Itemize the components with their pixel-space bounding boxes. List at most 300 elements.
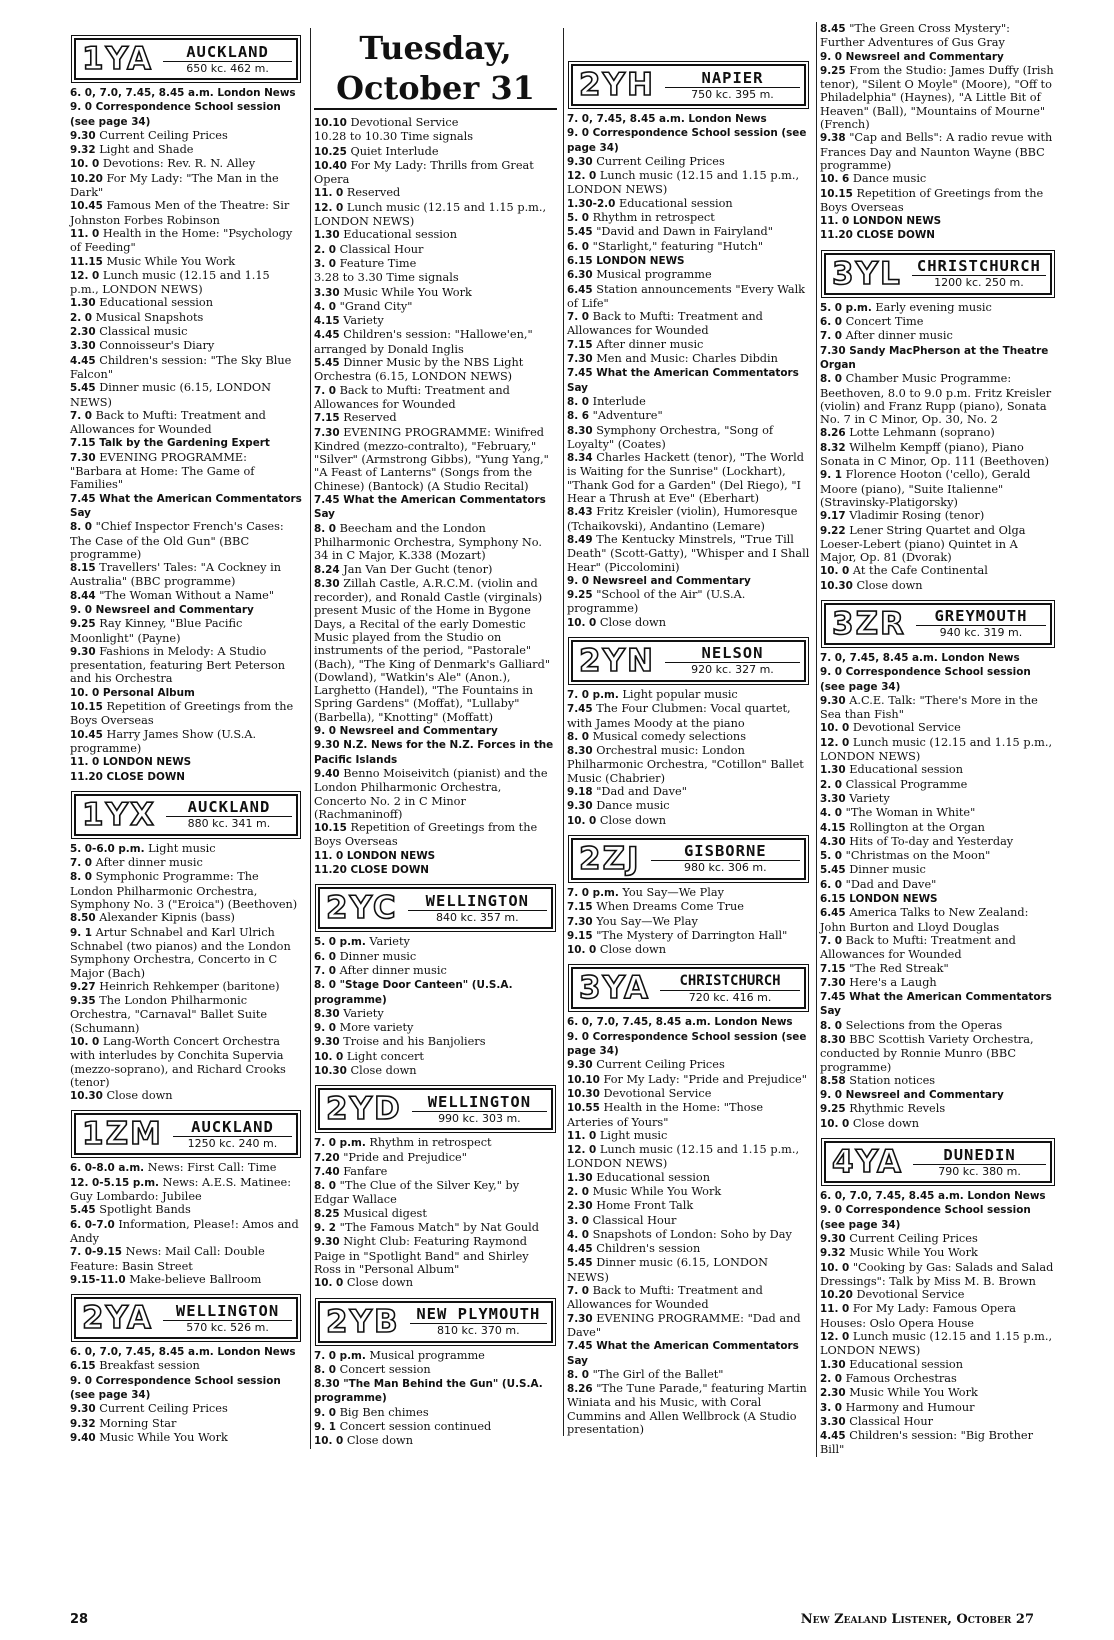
schedule-entry xyxy=(70,409,302,437)
entry-text: Dinner music (6.15, LONDON NEWS) xyxy=(70,381,272,409)
schedule-entry xyxy=(567,155,810,169)
schedule-entry xyxy=(820,329,1056,343)
entry-text: LONDON NEWS xyxy=(346,849,436,862)
station-callsign: 2YH xyxy=(579,67,655,103)
station-callsign: 1ZM xyxy=(82,1116,163,1153)
entry-text: "The Girl of the Ballet" xyxy=(592,1367,724,1381)
entry-text: Children's session: "Big Brother Bill" xyxy=(820,1429,1033,1457)
entry-time: 10. 6 xyxy=(820,173,850,186)
entry-time: 8.32 xyxy=(820,441,846,454)
schedule-entry xyxy=(314,964,557,978)
entry-text: Reserved xyxy=(346,186,401,200)
entry-text: Educational session xyxy=(343,228,457,242)
schedule-entry xyxy=(314,577,557,724)
schedule-entry xyxy=(567,688,810,702)
schedule-entry xyxy=(567,1339,810,1368)
entry-time: 1.30-2.0 xyxy=(567,197,616,210)
entry-time: 9.32 xyxy=(70,1417,96,1430)
entry-text: Close down xyxy=(346,1276,413,1290)
schedule-entry xyxy=(314,1007,557,1021)
entry-text: Sandy MacPherson at the Theatre Organ xyxy=(820,344,1049,371)
station-city: NEW PLYMOUTH xyxy=(416,1305,541,1324)
entry-text: Reserved xyxy=(343,411,397,425)
entry-time: 6. 0, 7.0, 7.45, 8.45 a.m. xyxy=(70,87,214,99)
entry-time: 2. 0 xyxy=(820,1372,843,1385)
entry-text: The Kentucky Minstrels, "True Till Death" (Scott-Gatty), "Whisper and I Shall Hear" (Piccolomini) xyxy=(567,532,810,574)
entry-text: America Talks to New Zealand: John Burton and Lloyd Douglas xyxy=(820,906,1029,934)
station-city: GREYMOUTH xyxy=(934,607,1028,626)
entry-text: Current Ceiling Prices xyxy=(849,1231,978,1245)
entry-text: When Dreams Come True xyxy=(596,900,744,914)
entry-text: Current Ceiling Prices xyxy=(596,154,725,168)
schedule-3zr xyxy=(820,651,1056,1131)
schedule-1yx xyxy=(70,842,302,1104)
entry-time: 7. 0 xyxy=(70,409,93,422)
entry-text: Breakfast session xyxy=(99,1359,200,1373)
schedule-entry xyxy=(70,770,302,784)
schedule-entry xyxy=(70,728,302,756)
entry-text: News: A.E.S. Matinee: Guy Lombardo: Jubilee xyxy=(70,1175,292,1204)
entry-time: 10.30 xyxy=(70,1090,103,1103)
entry-text: Rhythmic Revels xyxy=(849,1102,946,1116)
schedule-1zm xyxy=(70,1161,302,1287)
entry-time: 4.45 xyxy=(567,1243,593,1256)
schedule-entry xyxy=(567,886,810,900)
entry-time: 7. 0 p.m. xyxy=(567,688,619,701)
entry-text: London News xyxy=(941,651,1020,664)
schedule-entry xyxy=(820,1386,1056,1400)
entry-time: 6. 0 xyxy=(820,878,843,891)
entry-text: EVENING PROGRAMME: "Barbara at Home: The Game of Families" xyxy=(70,450,255,492)
entry-time: 9. 0 xyxy=(70,1374,93,1387)
entry-text: Music While You Work xyxy=(849,1246,978,1260)
entry-text: Make-believe Ballroom xyxy=(129,1272,262,1286)
entry-text: LONDON NEWS xyxy=(852,215,942,228)
entry-time: 5.45 xyxy=(820,864,846,877)
schedule-entry xyxy=(567,533,810,574)
entry-time: 11. 0 xyxy=(314,187,344,200)
schedule-entry xyxy=(314,356,557,384)
schedule-entry xyxy=(314,1420,557,1434)
entry-time: 9.30 xyxy=(567,1059,593,1072)
entry-text: For My Lady: "Pride and Prejudice" xyxy=(603,1072,807,1086)
entry-time: 8.30 xyxy=(314,1007,340,1020)
schedule-2yd xyxy=(314,1136,557,1290)
schedule-entry xyxy=(820,892,1056,906)
entry-text: Concert session xyxy=(339,1362,431,1376)
entry-time: 2. 0 xyxy=(567,1186,590,1198)
schedule-entry xyxy=(314,1050,557,1064)
entry-time: 9. 0 xyxy=(567,127,590,140)
station-city: NAPIER xyxy=(701,68,764,87)
entry-text: Close down xyxy=(599,943,666,957)
schedule-entry xyxy=(314,563,557,577)
schedule-entry xyxy=(820,50,1056,64)
schedule-entry xyxy=(820,694,1056,722)
station-callsign: 2YN xyxy=(579,642,655,679)
entry-text: Station notices xyxy=(849,1073,936,1087)
schedule-entry xyxy=(820,736,1056,764)
entry-time: 10. 0 xyxy=(70,158,100,171)
entry-text: "The Famous Match" by Nat Gould xyxy=(339,1221,540,1235)
schedule-entry xyxy=(70,603,302,617)
schedule-entry xyxy=(567,1171,810,1185)
entry-time: 10.15 xyxy=(314,822,347,835)
entry-time: 2.30 xyxy=(820,1387,846,1400)
entry-text: Classical Hour xyxy=(592,1213,677,1227)
schedule-entry xyxy=(70,980,302,994)
entry-text: At the Cafe Continental xyxy=(852,564,988,578)
entry-time: 4. 0 xyxy=(820,807,843,820)
entry-text: Troise and his Banjoliers xyxy=(343,1035,486,1049)
entry-text: Ray Kinney, "Blue Pacific Moonlight" (Payne) xyxy=(70,617,243,645)
schedule-entry xyxy=(567,366,810,395)
entry-time: 1.30 xyxy=(567,1171,593,1184)
schedule-2yc xyxy=(314,935,557,1078)
schedule-entry xyxy=(314,1151,557,1165)
schedule-entry xyxy=(70,157,302,171)
entry-time: 8. 0 xyxy=(820,373,843,386)
entry-time: 10. 0 xyxy=(567,944,597,957)
entry-time: 11. 0 xyxy=(820,215,850,228)
station-city: WELLINGTON xyxy=(175,1301,280,1320)
station-callsign: 3YA xyxy=(579,970,651,1007)
schedule-entry xyxy=(820,990,1056,1019)
schedule-entry xyxy=(820,849,1056,863)
station-city: AUCKLAND xyxy=(191,1117,274,1136)
schedule-entry xyxy=(820,878,1056,892)
entry-time: 3. 0 xyxy=(820,1401,843,1414)
schedule-entry xyxy=(314,1349,557,1363)
entry-time: 7.30 xyxy=(314,426,340,439)
schedule-entry xyxy=(820,763,1056,777)
station-callsign: 1YX xyxy=(82,796,156,833)
entry-text: Repetition of Greetings from the Boys Overseas xyxy=(820,186,1044,214)
schedule-entry xyxy=(567,268,810,282)
entry-time: 8. 0 xyxy=(567,1368,590,1381)
station-callsign: 4YA xyxy=(832,1144,904,1181)
column-1 xyxy=(70,28,302,1445)
entry-time: 9. 0 xyxy=(314,1406,337,1419)
entry-time: 7.30 xyxy=(567,1312,593,1325)
entry-time: 2.30 xyxy=(567,1200,593,1213)
entry-time: 8.30 xyxy=(567,745,593,758)
schedule-entry xyxy=(70,227,302,255)
schedule-entry xyxy=(70,686,302,700)
station-frequency: 720 kc. 416 m. xyxy=(660,990,800,1005)
schedule-entry xyxy=(820,441,1056,469)
entry-text: Musical comedy selections xyxy=(592,729,747,743)
entry-time: 9.30 xyxy=(314,1236,340,1249)
entry-text: Feature Time xyxy=(339,256,417,270)
entry-text: More variety xyxy=(339,1021,414,1035)
entry-text: Artur Schnabel and Karl Ulrich Schnabel (two pianos) and the London Symphony Orchestra, Concerto in C Major (Bach) xyxy=(70,925,291,980)
schedule-1ya xyxy=(70,86,302,784)
entry-time: 10.25 xyxy=(314,145,347,158)
entry-text: Charles Hackett (tenor), "The World is Waiting for the Sunrise" (Lockhart), "Thank God for a Garden" (Del Riego), "I Hear a Thrush at Eve" (Eberhart) xyxy=(567,451,804,506)
schedule-entry xyxy=(70,129,302,143)
entry-text: Big Ben chimes xyxy=(339,1405,429,1419)
entry-text: Correspondence School session (see page 34) xyxy=(70,101,281,128)
entry-time: 4.45 xyxy=(70,354,96,367)
entry-time: 7.15 xyxy=(567,901,593,914)
entry-time: 9. 0 xyxy=(820,1204,843,1217)
schedule-entry xyxy=(567,785,810,799)
entry-text: Musical programme xyxy=(369,1348,485,1362)
entry-time: 1.30 xyxy=(820,1358,846,1371)
entry-time: 7. 0 xyxy=(314,384,337,397)
entry-text: News: Mail Call: Double Feature: Basin Street xyxy=(70,1245,265,1273)
entry-text: "David and Dawn in Fairyland" xyxy=(596,225,773,239)
entry-text: Morning Star xyxy=(99,1416,177,1430)
entry-text: Lunch music (12.15 and 1.15 p.m., LONDON NEWS) xyxy=(820,1330,1053,1358)
entry-time: 10. 0 xyxy=(70,1036,100,1048)
schedule-entry xyxy=(314,863,557,877)
entry-text: Station announcements "Every Walk of Life" xyxy=(567,282,806,310)
entry-text: Travellers' Tales: "A Cockney in Australia" (BBC programme) xyxy=(70,561,282,589)
entry-text: Devotions: Rev. R. N. Alley xyxy=(102,157,256,171)
entry-text: Music While You Work xyxy=(99,1430,228,1444)
entry-text: Here's a Laugh xyxy=(849,975,937,989)
schedule-entry xyxy=(314,1064,557,1078)
schedule-entry xyxy=(567,1073,810,1087)
entry-text: Children's session: "Hallowe'en," arranged by Donald Inglis xyxy=(314,328,533,356)
entry-text: EVENING PROGRAMME: Winifred Kindred (mezzo-contralto), "February," "Silver" (Armstrong Gibbs), "Yung Yang," "A Feast of Lanterns" (Songs from the Chinese) (Bantock) (A Studio Recital) xyxy=(314,425,549,493)
entry-text: Children's session: "The Sky Blue Falcon" xyxy=(70,353,292,381)
entry-time: 7.45 xyxy=(820,991,846,1004)
entry-text: Lunch music (12.15 and 1.15 p.m., LONDON NEWS) xyxy=(820,735,1053,764)
entry-text: Variety xyxy=(369,935,410,949)
entry-time: 7. 0 p.m. xyxy=(567,886,619,899)
entry-time: 5.45 xyxy=(567,226,593,239)
schedule-entry xyxy=(70,1203,302,1217)
entry-text: After dinner music xyxy=(95,856,203,870)
schedule-entry xyxy=(567,799,810,813)
schedule-3ya-continued xyxy=(820,22,1056,243)
station-header-1ya xyxy=(74,38,298,80)
entry-text: Current Ceiling Prices xyxy=(596,1058,725,1072)
entry-time: 9.30 xyxy=(820,1232,846,1245)
schedule-entry xyxy=(567,240,810,254)
schedule-entry xyxy=(70,1431,302,1445)
schedule-entry xyxy=(567,1015,810,1029)
schedule-entry xyxy=(314,1035,557,1049)
entry-text: Lunch music (12.15 and 1.15 p.m., LONDON NEWS) xyxy=(70,268,270,297)
entry-text: 3.28 to 3.30 Time signals xyxy=(314,271,459,285)
entry-time: 9.22 xyxy=(820,524,846,537)
entry-text: LONDON NEWS xyxy=(596,254,685,267)
entry-text: "Starlight," featuring "Hutch" xyxy=(592,239,764,253)
schedule-entry xyxy=(820,1401,1056,1415)
station-frequency: 570 kc. 526 m. xyxy=(163,1320,292,1335)
schedule-entry xyxy=(820,524,1056,565)
entry-time: 7. 0, 7.45, 8.45 a.m. xyxy=(567,113,685,125)
entry-text: Dinner Music by the NBS Light Orchestra (6.15, LONDON NEWS) xyxy=(314,356,524,384)
entry-time: 7. 0-9.15 xyxy=(70,1246,122,1259)
entry-time: 7. 0 p.m. xyxy=(314,1349,366,1362)
station-city: CHRISTCHURCH xyxy=(679,972,781,989)
schedule-entry xyxy=(314,159,557,187)
entry-text: Newsreel and Commentary xyxy=(592,574,751,587)
entry-time: 9.40 xyxy=(70,1431,96,1444)
entry-time: 9. 1 xyxy=(820,469,843,482)
entry-text: For My Lady: Thrills from Great Opera xyxy=(314,158,534,187)
entry-text: Concert session continued xyxy=(339,1420,492,1434)
entry-time: 8. 0 xyxy=(314,979,337,992)
entry-time: 3.30 xyxy=(314,286,340,299)
entry-time: 9.30 xyxy=(314,739,340,752)
entry-text: Classical Hour xyxy=(849,1414,934,1428)
entry-time: 7.30 xyxy=(820,344,846,357)
entry-text: Lunch music (12.15 and 1.15 p.m., LONDON NEWS) xyxy=(567,1143,800,1171)
entry-text: Back to Mufti: Treatment and Allowances for Wounded xyxy=(314,383,510,411)
schedule-entry xyxy=(70,492,302,521)
schedule-entry xyxy=(314,1021,557,1035)
schedule-entry xyxy=(70,255,302,269)
entry-time: 7.30 xyxy=(820,976,846,989)
entry-text: London News xyxy=(217,1346,296,1359)
entry-time: 8.44 xyxy=(70,589,96,602)
schedule-entry xyxy=(314,271,557,285)
entry-text: Children's session xyxy=(596,1242,701,1256)
schedule-entry xyxy=(567,1030,810,1059)
entry-time: 7. 0 xyxy=(314,964,337,977)
entry-text: Dance music xyxy=(596,799,670,813)
entry-time: 9.30 xyxy=(70,1403,96,1416)
station-callsign: 1YA xyxy=(82,41,154,77)
schedule-entry xyxy=(820,1415,1056,1429)
entry-text: Hits of To-day and Yesterday xyxy=(849,834,1014,848)
entry-text: Orchestral music: London Philharmonic Orchestra, "Cotillon" Ballet Music (Chabrier) xyxy=(567,744,804,785)
entry-time: 9.32 xyxy=(70,144,96,157)
entry-time: 12. 0 xyxy=(70,269,100,282)
schedule-entry xyxy=(567,1101,810,1129)
entry-text: Variety xyxy=(849,791,890,805)
schedule-entry xyxy=(70,339,302,353)
entry-time: 10.45 xyxy=(70,200,103,213)
entry-time: 12. 0 xyxy=(314,201,344,214)
entry-time: 4.30 xyxy=(820,835,846,848)
schedule-entry xyxy=(820,1246,1056,1260)
entry-text: Variety xyxy=(343,314,384,328)
schedule-entry xyxy=(820,131,1056,172)
schedule-entry xyxy=(820,962,1056,976)
entry-text: "The Woman Without a Name" xyxy=(99,588,275,602)
schedule-entry xyxy=(820,1189,1056,1203)
entry-text: Close down xyxy=(106,1089,173,1103)
entry-time: 11. 0 xyxy=(314,849,344,862)
entry-time: 8.34 xyxy=(567,452,593,465)
entry-time: 6.15 xyxy=(567,254,593,267)
entry-time: 10.55 xyxy=(567,1102,600,1115)
entry-text: Educational session xyxy=(849,1357,963,1371)
schedule-entry xyxy=(70,645,302,686)
schedule-entry xyxy=(70,856,302,870)
entry-time: 10.30 xyxy=(820,579,853,592)
schedule-entry xyxy=(567,225,810,239)
schedule-entry xyxy=(567,929,810,943)
entry-time: 7. 0 xyxy=(820,934,843,947)
entry-text: Wilhelm Kempff (piano), Piano Sonata in C Minor, Op. 111 (Beethoven) xyxy=(820,440,1050,469)
entry-text: CLOSE DOWN xyxy=(856,229,935,242)
entry-text: Music While You Work xyxy=(849,1386,978,1400)
entry-text: Lotte Lehmann (soprano) xyxy=(849,426,995,440)
entry-time: 9.38 xyxy=(820,132,846,145)
schedule-entry xyxy=(567,169,810,197)
page-title: Tuesday, October 31 xyxy=(314,28,557,110)
schedule-2yn xyxy=(567,688,810,828)
station-frequency: 1250 kc. 240 m. xyxy=(173,1136,292,1151)
schedule-entry xyxy=(314,1165,557,1179)
schedule-entry xyxy=(70,172,302,200)
entry-time: 9. 0 xyxy=(820,50,843,63)
entry-text: Concert Time xyxy=(845,315,924,329)
entry-time: 9.30 xyxy=(314,1036,340,1049)
entry-time: 10.30 xyxy=(567,1087,600,1100)
schedule-entry xyxy=(314,314,557,328)
entry-time: 7.30 xyxy=(567,915,593,928)
station-callsign: 2YC xyxy=(326,890,398,927)
schedule-entry xyxy=(820,721,1056,735)
entry-text: Close down xyxy=(599,615,666,629)
station-header-3yl xyxy=(824,253,1052,295)
entry-text: The London Philharmonic Orchestra, "Carnaval" Ballet Suite (Schumann) xyxy=(70,994,268,1035)
schedule-2yb xyxy=(314,1349,557,1449)
schedule-entry xyxy=(314,201,557,229)
entry-text: Fanfare xyxy=(343,1164,388,1178)
entry-time: 5. 0 xyxy=(567,212,590,225)
schedule-entry xyxy=(820,1288,1056,1302)
schedule-entry xyxy=(314,328,557,356)
entry-text: Correspondence School session (see page 34) xyxy=(70,1374,281,1402)
entry-text: "Grand City" xyxy=(339,299,413,313)
entry-time: 3.30 xyxy=(820,1415,846,1428)
schedule-entry xyxy=(820,187,1056,215)
schedule-entry xyxy=(567,1214,810,1228)
station-frequency: 920 kc. 327 m. xyxy=(665,662,800,677)
station-frequency: 810 kc. 370 m. xyxy=(410,1323,547,1338)
entry-time: 11. 0 xyxy=(70,756,100,769)
schedule-entry xyxy=(567,1185,810,1199)
station-callsign: 2YB xyxy=(326,1303,400,1340)
entry-text: Repetition of Greetings from the Boys Overseas xyxy=(70,700,294,728)
entry-text: What the American Commentators Say xyxy=(567,367,799,394)
schedule-entry xyxy=(820,214,1056,228)
entry-text: "Pride and Prejudice" xyxy=(343,1150,467,1164)
entry-text: Fashions in Melody: A Studio presentation, featuring Bert Peterson and his Orchestra xyxy=(70,644,286,686)
station-city: WELLINGTON xyxy=(427,1092,532,1111)
schedule-entry xyxy=(567,112,810,126)
entry-text: Classical Programme xyxy=(845,777,968,791)
schedule-entry xyxy=(70,381,302,409)
schedule-entry xyxy=(820,1117,1056,1131)
schedule-entry xyxy=(70,1218,302,1246)
entry-time: 9.25 xyxy=(820,64,846,77)
schedule-entry xyxy=(820,1261,1056,1289)
entry-text: Early evening music xyxy=(875,300,992,314)
entry-time: 6. 0-7.0 xyxy=(70,1218,115,1231)
entry-time: 10.10 xyxy=(567,1073,600,1086)
entry-time: 7. 0, 7.45, 8.45 a.m. xyxy=(820,651,938,664)
schedule-entry xyxy=(820,1033,1056,1074)
schedule-entry xyxy=(567,395,810,409)
entry-time: 8. 0 xyxy=(314,522,337,535)
entry-text: Rollington at the Organ xyxy=(849,820,985,834)
schedule-2yh xyxy=(567,112,810,630)
schedule-entry xyxy=(820,564,1056,578)
schedule-entry xyxy=(70,1245,302,1273)
entry-time: 1.30 xyxy=(820,764,846,777)
